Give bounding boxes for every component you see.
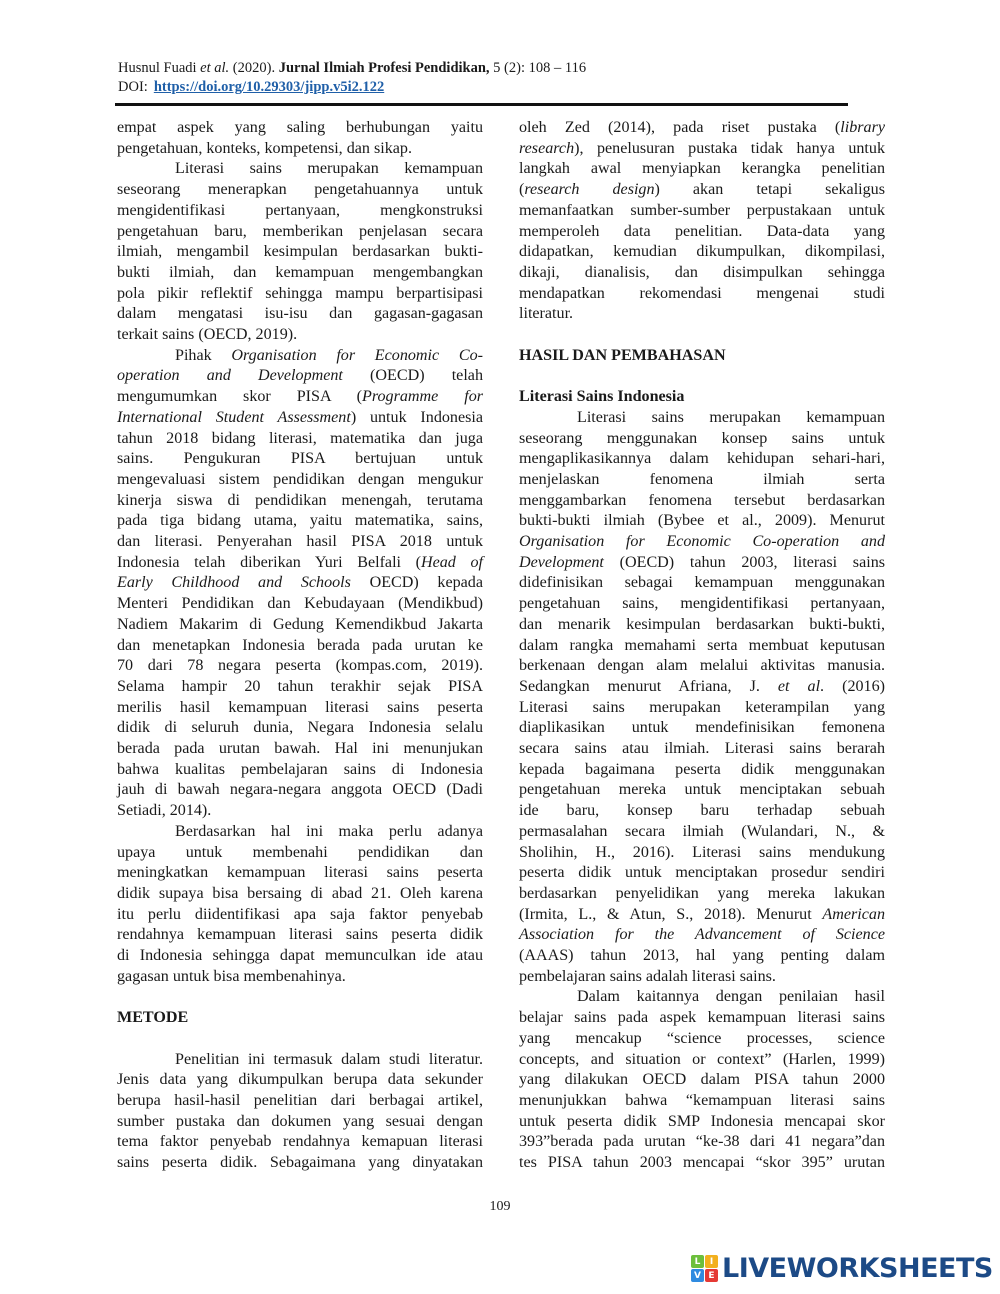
text-segment: oleh Zed (2014), pada riset pustaka ( — [519, 119, 841, 136]
text-line — [519, 1050, 885, 1071]
text-segment: mengumumkan skor PISA ( — [117, 388, 362, 406]
text-line — [519, 242, 885, 263]
text-segment: OECD) kepada — [350, 574, 483, 592]
text-line — [519, 470, 885, 491]
text-line — [117, 180, 483, 201]
text-line — [519, 139, 885, 160]
doi-link[interactable]: https://doi.org/10.29303/jipp.v5i2.122 — [153, 79, 385, 95]
italic-text: Organisation for Economic Co- — [231, 346, 484, 364]
text-segment: berada pada urutan bawah. Hal ini menunjukan — [117, 740, 483, 757]
text-line — [519, 884, 885, 905]
text-segment: Penelitian ini termasuk dalam studi literatur. — [175, 1050, 483, 1068]
text-segment: sains. Pengukuran PISA bertujuan untuk — [117, 450, 483, 468]
text-line — [519, 553, 885, 574]
italic-text: Organisation for Economic Co-operation and — [519, 533, 885, 550]
text-line — [117, 656, 483, 677]
text-line — [117, 201, 483, 222]
italic-text: American — [822, 905, 885, 923]
text-line — [117, 1132, 483, 1153]
text-segment: Indonesia telah diberikan Yuri Belfali ( — [117, 553, 421, 571]
text-line — [117, 346, 483, 367]
text-segment: Menteri Pendidikan dan Kebudayaan (Mendikbud) — [117, 595, 483, 613]
italic-text: Programme for — [362, 388, 484, 406]
text-segment: langkah awal menyiapkan kerangka penelitian — [519, 160, 885, 178]
text-line — [117, 884, 483, 905]
text-segment: peserta didik untuk menciptakan prosedur sendiri — [519, 864, 885, 882]
text-segment: Dalam kaitannya dengan penilaian hasil — [577, 988, 885, 1006]
text-segment: di Indonesia sehingga dapat memunculkan ide atau — [117, 947, 483, 964]
page-number: 109 — [489, 1199, 511, 1214]
text-line — [117, 946, 483, 967]
text-line — [519, 636, 885, 657]
text-segment: dalam rangka memahami serta membuat keputusan — [519, 636, 885, 654]
text-segment: Sedangkan menurut Afriana, J. — [519, 677, 778, 695]
text-segment: Literasi sains merupakan keterampilan yang — [519, 698, 885, 716]
italic-text: Association for the Advancement of Science — [519, 926, 885, 944]
text-line — [117, 677, 483, 698]
text-segment: sumber pustaka dan dokumen yang sesuai dengan — [117, 1112, 483, 1130]
text-line — [519, 698, 885, 719]
text-segment: dan menarik kesimpulan berdasarkan bukti-bukti, — [519, 615, 885, 633]
italic-text: Development — [519, 553, 604, 571]
logo-letter: V — [691, 1269, 704, 1282]
text-segment: berupa hasil-hasil penelitian dari berbagai artikel, — [117, 1091, 483, 1109]
right-column — [519, 0, 885, 1200]
text-segment: meningkatkan kemampuan literasi sains peserta — [117, 864, 483, 882]
text-line — [117, 594, 483, 615]
text-line — [519, 1132, 885, 1153]
text-segment: yang dilakukan OECD dalam PISA tahun 2000 — [519, 1071, 885, 1089]
text-line — [117, 967, 483, 988]
text-line — [117, 491, 483, 512]
text-line — [519, 429, 885, 450]
text-line — [117, 698, 483, 719]
text-line — [117, 615, 483, 636]
text-line — [519, 1091, 885, 1112]
text-segment: berdasarkan penyelidikan yang mereka lakukan — [519, 884, 885, 902]
text-line — [117, 760, 483, 781]
text-line — [117, 1153, 483, 1174]
logo-letter: E — [705, 1269, 718, 1282]
liveworksheets-logo[interactable] — [691, 1253, 993, 1284]
journal-volume: 5 (2): 108 – 116 — [493, 60, 587, 76]
text-segment: didefinisikan sebagai kemampuan menggunakan — [519, 574, 885, 592]
text-segment: Sholihin, H., 2016). Literasi sains mendukung — [519, 843, 885, 861]
text-line — [519, 180, 885, 201]
text-segment: pembelajaran sains adalah literasi sains. — [519, 967, 776, 985]
text-segment: didik supaya bisa bersaing di abad 21. Oleh karena — [117, 884, 483, 902]
text-segment: diaplikasikan untuk mendefinisikan femonena — [519, 719, 885, 737]
text-line — [117, 1112, 483, 1133]
text-segment: pengetahuan mereka untuk menciptakan sebuah — [519, 781, 885, 799]
logo-letter: L — [691, 1255, 704, 1268]
text-line — [117, 553, 483, 574]
text-line — [519, 822, 885, 843]
text-line — [519, 1029, 885, 1050]
text-line — [519, 946, 885, 967]
text-line — [117, 429, 483, 450]
italic-text: Early Childhood and Schools — [117, 574, 351, 592]
text-segment: upaya untuk membenahi pendidikan dan — [117, 843, 483, 861]
text-segment: Literasi sains merupakan kemampuan — [175, 160, 483, 178]
text-line — [519, 263, 885, 284]
text-segment: menjelaskan fenomena ilmiah serta — [519, 470, 885, 488]
text-line — [519, 863, 885, 884]
text-segment: tes PISA tahun 2003 mencapai “skor 395” urutan — [519, 1154, 885, 1171]
text-segment: (AAAS) tahun 2013, hal yang penting dalam — [519, 947, 885, 964]
text-segment: 393”berada pada urutan “ke-38 dari 41 negara”dan — [519, 1133, 885, 1151]
text-line — [117, 511, 483, 532]
text-segment: pengetahuan, konteks, kompetensi, dan sikap. — [117, 139, 412, 157]
text-line — [519, 1112, 885, 1133]
text-line — [117, 1070, 483, 1091]
text-line — [519, 159, 885, 180]
text-segment: jauh di bawah negara-negara anggota OECD (Dadi — [117, 781, 483, 799]
text-line — [519, 967, 885, 988]
text-line — [117, 304, 483, 325]
text-segment: Selama hampir 20 tahun terakhir sejak PISA — [117, 677, 483, 695]
text-segment: ide baru, konsep baru terhadap sebuah — [519, 802, 885, 820]
text-segment: empat aspek yang saling berhubungan yaitu — [117, 119, 483, 136]
text-line — [519, 780, 885, 801]
text-segment: pengetahuan sains, mengidentifikasi pertanyaan, — [519, 595, 885, 613]
text-line — [519, 201, 885, 222]
doi-label: DOI: — [118, 79, 148, 95]
section-heading: HASIL DAN PEMBAHASAN — [519, 346, 726, 364]
italic-text: et al — [777, 677, 821, 695]
text-segment: permasalahan secara ilmiah (Wulandari, N., & — [519, 822, 885, 840]
text-line — [117, 284, 483, 305]
text-segment: 70 dari 78 negara peserta (kompas.com, 2019). — [117, 657, 483, 675]
text-segment: memperoleh data penelitian. Data-data yang — [519, 222, 885, 240]
text-line — [519, 925, 885, 946]
text-segment: rendahnya kemampuan literasi sains peserta didik — [117, 926, 483, 944]
text-line — [519, 573, 885, 594]
text-segment: berkenaan dengan alam melalui aktivitas manusia. — [519, 657, 885, 675]
text-line — [117, 242, 483, 263]
citation-authors: Husnul Fuadi — [118, 60, 197, 76]
text-line — [519, 1070, 885, 1091]
live-blocks-icon — [691, 1255, 718, 1282]
text-line — [117, 139, 483, 160]
text-segment: dan menetapkan Indonesia berada pada urutan ke — [117, 636, 483, 654]
text-segment: menunjukkan bahwa “kemampuan literasi sains — [519, 1091, 885, 1109]
text-line — [519, 118, 885, 139]
text-line — [519, 449, 885, 470]
text-line — [117, 718, 483, 739]
text-segment: ( — [519, 181, 525, 199]
text-line — [519, 905, 885, 926]
text-line — [117, 843, 483, 864]
text-segment: untuk peserta didik SMP Indonesia mencapai skor — [519, 1112, 885, 1130]
text-segment: kinerja siswa di pendidikan menengah, terutama — [117, 491, 483, 509]
text-segment: didik di seluruh dunia, Negara Indonesia selalu — [117, 719, 483, 737]
text-segment: dalam mengatasi isu-isu dan gagasan-gagasan — [117, 305, 483, 323]
text-segment: concepts, and situation or context” (Harlen, 1999) — [519, 1050, 885, 1068]
text-segment: Jenis data yang dikumpulkan berupa data sekunder — [117, 1071, 483, 1089]
text-line — [117, 159, 483, 180]
text-segment: Nadiem Makarim di Gedung Kemendikbud Jakarta — [117, 615, 483, 633]
text-segment: (Irmita, L., & Atun, S., 2018). Menurut — [519, 905, 823, 923]
italic-text: Head of — [421, 553, 483, 571]
text-line — [117, 325, 483, 346]
text-line — [117, 636, 483, 657]
journal-name: Jurnal Ilmiah Profesi Pendidikan, — [278, 60, 490, 76]
text-segment: menggambarkan fenomena tersebut berdasarkan — [519, 491, 885, 509]
text-segment: literatur. — [519, 305, 574, 323]
text-line — [117, 470, 483, 491]
citation-year: (2020). — [232, 60, 276, 76]
text-line — [117, 801, 483, 822]
text-line — [117, 739, 483, 760]
text-segment: seseorang menggunakan konsep sains untuk — [519, 429, 885, 447]
text-line — [117, 863, 483, 884]
text-segment: Literasi sains merupakan kemampuan — [577, 408, 885, 426]
text-line — [117, 408, 483, 429]
text-segment: (OECD) tahun 2003, literasi sains — [603, 553, 885, 571]
text-segment: pola pikir reflektif sehingga mampu berpartisipasi — [117, 284, 483, 302]
text-line — [519, 987, 885, 1008]
text-line — [117, 1091, 483, 1112]
text-segment: pengetahuan baru, memberikan penjelasan secara — [117, 222, 483, 240]
citation-etal: et al. — [200, 60, 230, 76]
text-segment: Berdasarkan hal ini maka perlu adanya — [175, 822, 483, 840]
text-segment: memanfaatkan sumber-sumber perpustakaan untuk — [519, 201, 885, 219]
text-line — [519, 801, 885, 822]
text-segment: ) untuk Indonesia — [350, 408, 483, 426]
text-segment: seseorang menerapkan pengetahuannya untuk — [117, 181, 483, 199]
text-segment: merilis hasil kemampuan literasi sains peserta — [117, 698, 483, 716]
text-segment: Pihak — [175, 346, 232, 364]
text-line — [117, 780, 483, 801]
text-segment: bukti-bukti ilmiah (Bybee et al., 2009). Menurut — [519, 512, 885, 530]
text-segment: didapatkan, kemudian dikumpulkan, dikompilasi, — [519, 243, 885, 261]
text-line — [117, 573, 483, 594]
text-segment: dikaji, dianalisis, dan disimpulkan sehingga — [519, 263, 885, 281]
text-segment: itu perlu diidentifikasi apa saja faktor penyebab — [117, 905, 483, 923]
text-segment: belajar sains pada aspek kemampuan literasi sains — [519, 1009, 885, 1027]
text-segment: Setiadi, 2014). — [117, 802, 212, 820]
text-segment: tema faktor penyebab rendahnya kemapuan literasi — [117, 1133, 483, 1151]
section-heading: Literasi Sains Indonesia — [519, 388, 685, 406]
text-segment: ), penelusuran pustaka tidak hanya untuk — [574, 139, 885, 157]
text-line — [519, 532, 885, 553]
text-line — [519, 739, 885, 760]
text-segment: (OECD) telah — [342, 367, 483, 385]
logo-letter: I — [705, 1255, 718, 1268]
text-line — [519, 1153, 885, 1174]
text-line — [519, 843, 885, 864]
text-segment: tahun 2018 bidang literasi, matematika dan juga — [117, 429, 483, 447]
text-line — [117, 366, 483, 387]
text-line — [117, 532, 483, 553]
text-segment: bukti ilmiah, dan kemampuan mengembangkan — [117, 263, 483, 281]
text-segment: sains peserta didik. Sebagaimana yang dinyatakan — [117, 1154, 483, 1171]
text-line — [117, 822, 483, 843]
logo-text: LIVEWORKSHEETS — [722, 1253, 993, 1284]
text-line — [519, 304, 885, 325]
text-line — [519, 284, 885, 305]
text-line — [519, 1008, 885, 1029]
text-line — [519, 760, 885, 781]
text-line — [519, 222, 885, 243]
text-line — [117, 263, 483, 284]
text-segment: pada tiga bidang utama, yaitu matematika, sains, — [117, 512, 483, 530]
text-segment: mengaplikasikannya dalam kehidupan sehari-hari, — [519, 450, 885, 468]
text-segment: kepada bagaimana peserta didik menggunakan — [519, 760, 885, 778]
text-segment: mendapatkan rekomendasi mengenai studi — [519, 284, 885, 302]
italic-text: operation and Development — [117, 367, 343, 385]
italic-text: research — [519, 139, 575, 157]
text-line — [519, 511, 885, 532]
text-segment: gagasan untuk bisa membenahinya. — [117, 967, 346, 985]
text-line — [117, 118, 483, 139]
text-segment: ilmiah, mengambil kesimpulan berdasarkan bukti- — [117, 243, 483, 261]
text-line — [117, 925, 483, 946]
text-line — [117, 222, 483, 243]
text-line — [117, 387, 483, 408]
text-line — [519, 718, 885, 739]
italic-text: library — [840, 119, 885, 136]
section-heading: METODE — [117, 1009, 189, 1027]
text-line — [117, 1050, 483, 1071]
text-segment: ) akan tetapi sekaligus — [654, 181, 885, 199]
text-line — [519, 491, 885, 512]
text-segment: . (2016) — [820, 677, 885, 695]
text-segment: mengevaluasi sistem pendidikan dengan mengukur — [117, 470, 483, 488]
text-segment: yang mencakup “science processes, science — [519, 1029, 885, 1047]
text-segment: secara sains atau ilmiah. Literasi sains berarah — [519, 740, 885, 757]
text-line — [519, 656, 885, 677]
text-line — [519, 615, 885, 636]
text-line — [519, 594, 885, 615]
text-line — [117, 449, 483, 470]
left-column — [117, 0, 483, 1200]
text-segment: dan literasi. Penyerahan hasil PISA 2018 untuk — [117, 533, 483, 550]
text-line — [519, 677, 885, 698]
text-line — [519, 408, 885, 429]
italic-text: research design — [524, 181, 655, 199]
text-segment: terkait sains (OECD, 2019). — [117, 326, 298, 343]
text-line — [117, 905, 483, 926]
italic-text: International Student Assessment — [117, 408, 351, 426]
text-segment: mengidentifikasi pertanyaan, mengkonstruksi — [117, 201, 483, 219]
text-segment: bahwa kualitas pembelajaran sains di Indonesia — [117, 760, 483, 778]
